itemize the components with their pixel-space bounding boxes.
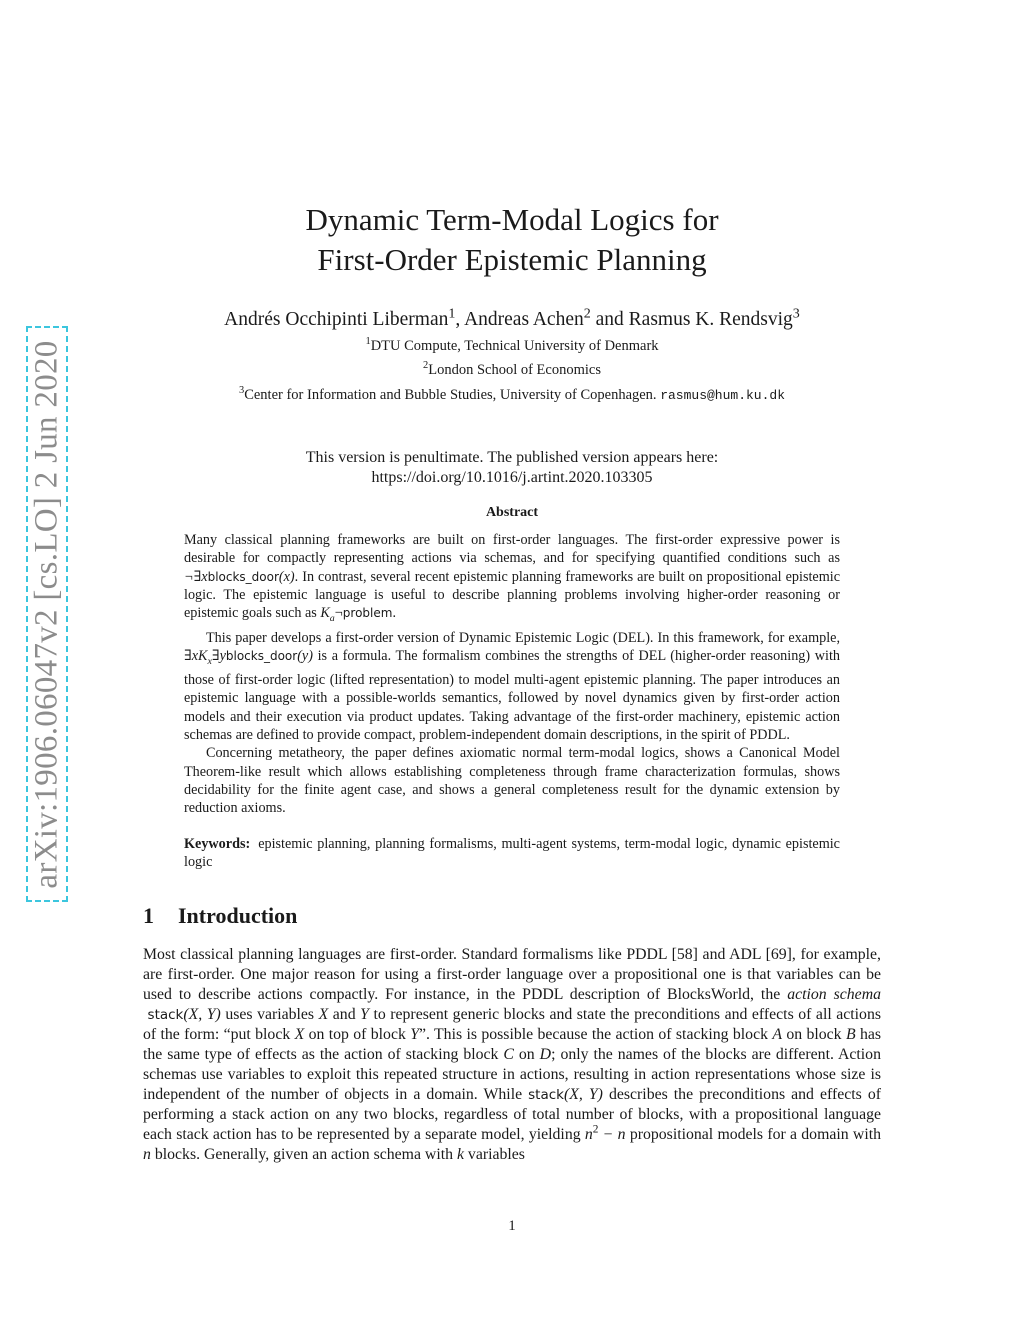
var-y-1: Y bbox=[360, 1006, 369, 1024]
math-exponent: 2 bbox=[592, 1124, 599, 1137]
title-line-1: Dynamic Term-Modal Logics for bbox=[305, 202, 719, 237]
negation-symbol: ¬ bbox=[334, 605, 343, 622]
paper-title bbox=[200, 200, 824, 280]
stack-args-2: (X, Y) bbox=[563, 1086, 603, 1104]
title-line-2: First-Order Epistemic Planning bbox=[317, 242, 707, 277]
var-a: A bbox=[772, 1026, 782, 1044]
abstract-paragraph-2 bbox=[184, 629, 840, 745]
arxiv-id: arXiv:1906.06047v2 [cs.LO] 2 Jun 2020 bbox=[28, 339, 65, 889]
math-n: n bbox=[584, 1126, 593, 1144]
intro-text-3: uses variables bbox=[220, 1006, 319, 1024]
knowledge-agent-x: x bbox=[207, 655, 212, 667]
affiliation-2 bbox=[150, 360, 874, 380]
author-1: Andrés Occhipinti Liberman bbox=[224, 309, 449, 330]
formula-exists-knows: ∃xK bbox=[184, 647, 208, 664]
var-c: C bbox=[503, 1046, 514, 1064]
author-2: Andreas Achen bbox=[464, 309, 584, 330]
var-y-2: Y bbox=[410, 1026, 420, 1044]
formula-exists-y: ∃y bbox=[211, 647, 226, 664]
author-3: Rasmus K. Rendsvig bbox=[628, 309, 793, 330]
predicate-problem: problem bbox=[342, 606, 393, 621]
affiliation-3-mark: 3 bbox=[238, 385, 245, 397]
var-b: B bbox=[845, 1026, 856, 1044]
intro-text-4: and bbox=[328, 1006, 361, 1024]
intro-text-6: on top of block bbox=[304, 1026, 411, 1044]
abstract-p2-text-2: is a formula. The formalism combines the strengths of DEL (higher-order reasoning) with those of first-order logic (lifted representation) to model multi-agent epistemic planning. The paper introduces an epistemic language with a possible-worlds semantics, followed by novel dynamics given by first-order action models and their execution via product updates. Taking advantage of the first-order machinery, epistemic action schemas are defined to provide compact, problem-independent domain descriptions, in the spirit of PDDL. bbox=[184, 647, 840, 744]
formula-argument-y: (y) bbox=[297, 647, 313, 664]
author-2-mark: 2 bbox=[583, 305, 591, 322]
page-number: 1 bbox=[508, 1218, 516, 1234]
doi-link[interactable]: https://doi.org/10.1016/j.artint.2020.103305 bbox=[371, 469, 653, 486]
abstract-body bbox=[184, 531, 840, 818]
author-3-mark: 3 bbox=[792, 305, 800, 322]
affiliation-3 bbox=[150, 385, 874, 406]
math-n-2: n bbox=[143, 1146, 151, 1164]
intro-text-13: propositional models for a domain with bbox=[625, 1126, 882, 1144]
intro-text-7: ”. This is possible because the action of stacking block bbox=[419, 1026, 773, 1044]
abstract-heading: Abstract bbox=[485, 505, 539, 520]
intro-text-1: Most classical planning languages are first-order. Standard formalisms like PDDL [58] and ADL [69], for example, are first-order. One major reason for using a first-order language over a propositional one is that variables can be used to describe actions compactly. For instance, in the PDDL description of BlocksWorld, the bbox=[143, 946, 881, 1004]
keywords bbox=[184, 835, 840, 872]
code-stack-1: stack bbox=[147, 1007, 184, 1024]
section-heading bbox=[143, 901, 297, 931]
keywords-label: Keywords: bbox=[184, 836, 251, 852]
affiliation-1 bbox=[150, 336, 874, 356]
formula-no-blocking: ¬∃x bbox=[184, 568, 208, 585]
abstract-p2-text-1: This paper develops a first-order version of Dynamic Epistemic Logic (DEL). In this framework, for example, bbox=[206, 629, 840, 646]
author-separator-1: , bbox=[455, 309, 465, 330]
intro-text-14: blocks. Generally, given an action schema with bbox=[150, 1146, 457, 1164]
knowledge-agent: a bbox=[329, 613, 335, 625]
math-minus-n: − n bbox=[598, 1126, 626, 1144]
predicate-blocks-door-2: blocks_door bbox=[225, 648, 298, 663]
affiliation-1-mark: 1 bbox=[365, 336, 371, 348]
author-1-mark: 1 bbox=[448, 305, 456, 322]
abstract-paragraph-1 bbox=[184, 531, 840, 629]
abstract-p1-text-1: Many classical planning frameworks are built on first-order languages. The first-order expressive power is desirable for compactly representing actions via schemas, and for specifying quantified conditions such as bbox=[184, 532, 840, 567]
intro-text-9: has the same type of effects as the action of stacking block bbox=[143, 1026, 881, 1064]
stack-args-1: (X, Y) bbox=[183, 1006, 221, 1024]
var-x-1: X bbox=[318, 1006, 329, 1024]
intro-text-12: describes the preconditions and effects of performing a stack action on any two blocks, regardless of total number of blocks, with a propositional language each stack action has to be represented by a separate model, yielding bbox=[143, 1086, 881, 1144]
author-email-link[interactable]: rasmus@hum.ku.dk bbox=[660, 388, 786, 403]
code-stack-2: stack bbox=[528, 1087, 564, 1104]
intro-paragraph bbox=[143, 945, 881, 1166]
abstract-p1-text-2: . In contrast, several recent epistemic planning frameworks are built on propositional epistemic logic. The epistemic language is useful to describe planning problems involving higher-order reasoning or epistemic goals such as bbox=[184, 568, 840, 622]
intro-text-10: on bbox=[513, 1046, 540, 1064]
affiliation-1-text: DTU Compute, Technical University of Denmark bbox=[370, 338, 659, 354]
author-list bbox=[150, 307, 874, 333]
abstract-paragraph-3: Concerning metatheory, the paper defines axiomatic normal term-modal logics, shows a Canonical Model Theorem-like result which allows establishing completeness through frame characterization formulas, shows decidability for the finite agent case, and shows a general completeness result for the dynamic extension by reduction axioms. bbox=[184, 745, 840, 817]
author-separator-2: and bbox=[590, 309, 629, 330]
section-title: Introduction bbox=[178, 903, 298, 928]
intro-text-8: on block bbox=[782, 1026, 846, 1044]
var-d: D bbox=[539, 1046, 552, 1064]
intro-text-11: ; only the names of the blocks are different. Action schemas use variables to exploit this repeated structure in actions, resulting in action representations whose size is independent of the number of objects in a domain. While bbox=[143, 1046, 881, 1104]
affiliation-2-text: London School of Economics bbox=[428, 362, 601, 378]
section-number: 1 bbox=[143, 903, 154, 928]
affiliation-3-text: Center for Information and Bubble Studies, University of Copenhagen. bbox=[244, 387, 661, 403]
keywords-text: epistemic planning, planning formalisms, multi-agent systems, term-modal logic, dynamic epistemic logic bbox=[184, 836, 840, 871]
intro-text-5: to represent generic blocks and state the preconditions and effects of all actions of the form: “put block bbox=[143, 1006, 881, 1044]
predicate-blocks-door: blocks_door bbox=[207, 569, 279, 584]
version-note-line-1: This version is penultimate. The published version appears here: bbox=[305, 449, 719, 466]
term-action-schema: action schema bbox=[787, 986, 882, 1004]
var-x-2: X bbox=[294, 1026, 305, 1044]
formula-argument: (x) bbox=[278, 568, 295, 585]
math-k: k bbox=[456, 1146, 464, 1164]
abstract-p1-text-3: . bbox=[392, 605, 396, 622]
intro-text-15: variables bbox=[463, 1146, 525, 1164]
arxiv-stamp bbox=[26, 326, 68, 902]
affiliation-2-mark: 2 bbox=[423, 360, 429, 372]
knowledge-operator: K bbox=[320, 605, 330, 622]
